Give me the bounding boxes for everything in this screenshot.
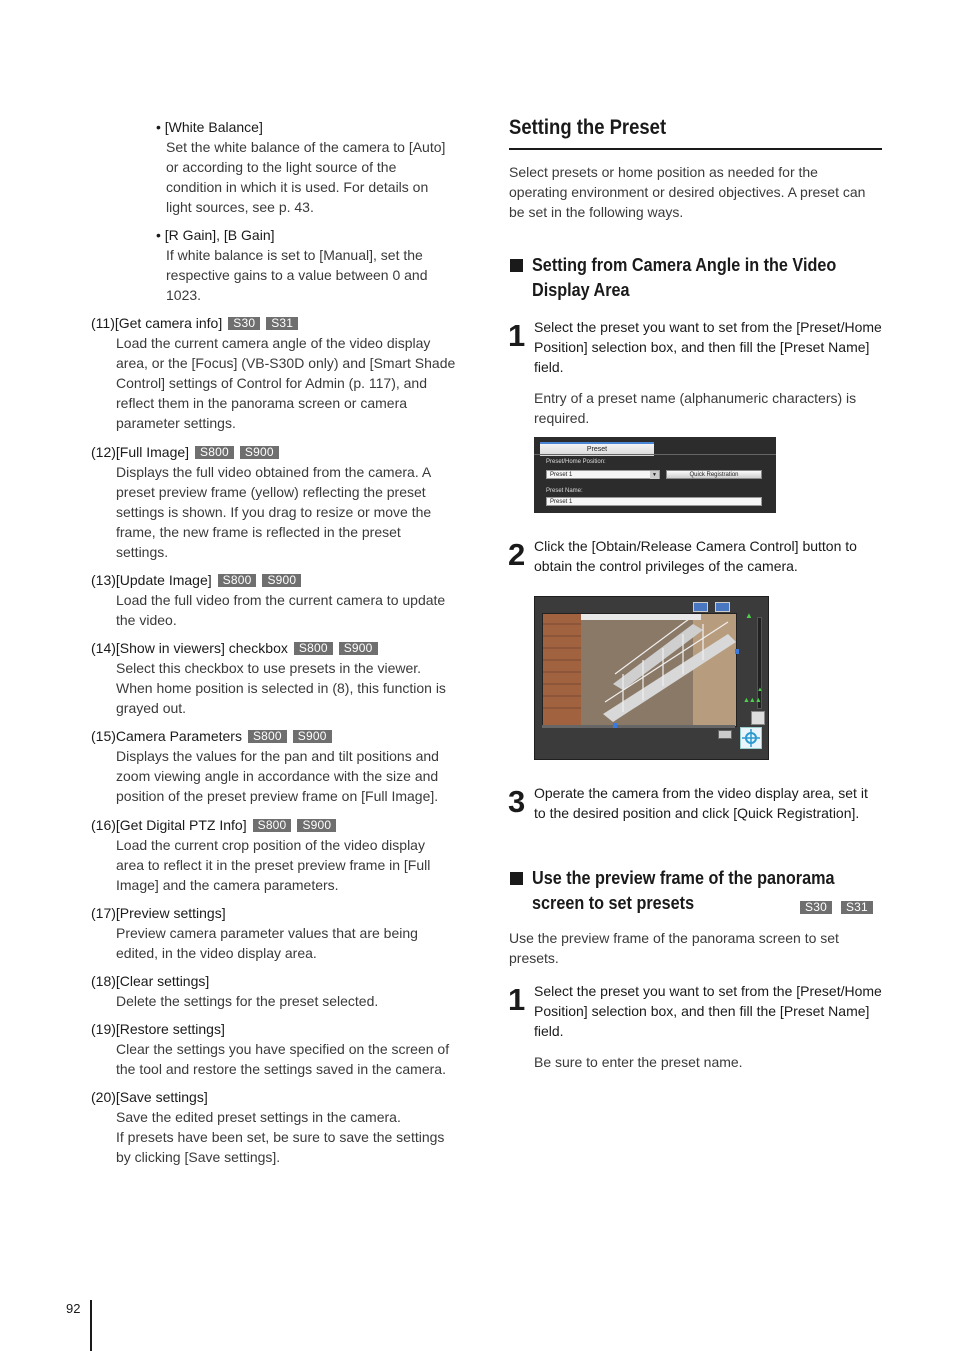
step-number: 3	[508, 784, 526, 819]
item-title: (16)[Get Digital PTZ Info]	[91, 817, 247, 833]
position-label: Preset/Home Position:	[546, 459, 606, 465]
heading-line: Display Area	[532, 280, 630, 300]
preset-name-field[interactable]: Preset 1	[546, 497, 762, 506]
step-2-text	[534, 536, 894, 576]
footer-rule	[90, 1300, 92, 1351]
crosshair-icon	[741, 728, 761, 748]
item-line: Clear the settings you have specified on the screen of	[116, 1041, 450, 1057]
camera-control-button[interactable]	[740, 727, 762, 749]
rb-gain-item	[156, 225, 466, 305]
section-2-step-1-note	[534, 1052, 894, 1072]
item-show-in-viewers	[91, 638, 471, 718]
model-badge: S30	[800, 901, 832, 914]
item-line: Image] and the camera parameters.	[116, 877, 339, 893]
section-2-step-1-text	[534, 981, 894, 1041]
item-line: area to reflect it in the preset preview frame in [Full	[116, 857, 431, 873]
model-badge: S800	[248, 730, 287, 743]
model-badge: S800	[253, 819, 292, 832]
item-line: Load the current camera angle of the video display	[116, 335, 431, 351]
model-badge: S900	[262, 574, 301, 587]
step-line: Position] selection box, and then fill the [Preset Name]	[534, 1003, 870, 1019]
model-badge: S900	[339, 642, 378, 655]
section-bullet	[510, 872, 523, 885]
heading-line: Use the preview frame of the panorama	[532, 868, 835, 888]
item-camera-parameters	[91, 726, 471, 806]
item-get-camera-info	[91, 313, 471, 433]
section-heading-camera-angle	[532, 253, 870, 303]
item-line: 1023.	[166, 287, 202, 303]
heading-line: Setting from Camera Angle in the Video	[532, 255, 837, 275]
item-line: zoom viewing angle in accordance with the size and	[116, 768, 439, 784]
item-title: (20)[Save settings]	[91, 1089, 208, 1105]
step-line: Select the preset you want to set from the [Preset/Home	[534, 983, 882, 999]
stairway-photo	[543, 614, 736, 726]
item-line: the video.	[116, 612, 177, 628]
item-line: respective gains to a value between 0 and	[166, 267, 428, 283]
item-line: Preview camera parameter values that are being	[116, 925, 418, 941]
item-line: or according to the light source of the	[166, 159, 397, 175]
item-title: (14)[Show in viewers] checkbox	[91, 640, 288, 656]
item-title: (18)[Clear settings]	[91, 973, 210, 989]
item-line: light sources, see p. 43.	[166, 199, 314, 215]
item-line: Load the full video from the current camera to update	[116, 592, 446, 608]
pan-slider-handle[interactable]	[613, 723, 617, 728]
step-line: to the desired position and click [Quick Registration].	[534, 805, 860, 821]
item-title: (17)[Preview settings]	[91, 905, 226, 921]
note-line: required.	[534, 410, 590, 426]
item-line: by clicking [Save settings].	[116, 1149, 281, 1165]
note-line: Entry of a preset name (alphanumeric characters) is	[534, 390, 857, 406]
title-rule	[509, 148, 882, 150]
snapshot-icon[interactable]	[718, 730, 732, 739]
step-line: field.	[534, 1023, 564, 1039]
item-line: Set the white balance of the camera to [Auto]	[166, 139, 446, 155]
heading-line: screen to set presets	[532, 893, 695, 913]
model-badge: S900	[297, 819, 336, 832]
model-badge: S900	[240, 446, 279, 459]
item-restore-settings	[91, 1019, 471, 1079]
section-bullet	[510, 259, 523, 272]
page-title: Setting the Preset	[509, 116, 667, 139]
item-line: the tool and restore the settings saved in the camera.	[116, 1061, 446, 1077]
item-title: (11)[Get camera info]	[91, 315, 223, 331]
tab-preset[interactable]: Preset	[540, 442, 654, 456]
page-number: 92	[66, 1301, 81, 1316]
item-line: area, or the [Focus] (VB-S30D only) and [Smart Shade	[116, 355, 456, 371]
step-line: field.	[534, 359, 564, 375]
video-frame[interactable]	[542, 613, 737, 727]
person-icon[interactable]	[751, 711, 765, 725]
position-select[interactable]	[546, 470, 660, 479]
step-1-note	[534, 388, 894, 428]
horizontal-scrollbar[interactable]	[542, 725, 735, 728]
item-line: settings.	[116, 544, 169, 560]
step-number: 2	[508, 537, 526, 572]
model-badge: S800	[294, 642, 333, 655]
section-2-intro	[509, 928, 889, 968]
model-badge: S30	[228, 317, 260, 330]
quick-registration-button[interactable]: Quick Registration	[666, 470, 762, 479]
item-title: • [White Balance]	[156, 119, 263, 135]
item-line: Save the edited preset settings in the camera.	[116, 1109, 401, 1125]
item-title: (15)Camera Parameters	[91, 728, 242, 744]
intro-line: be set in the following ways.	[509, 204, 684, 220]
white-balance-item	[156, 117, 466, 217]
item-line: preset preview frame (yellow) reflecting the preset	[116, 484, 426, 500]
zoom-slider[interactable]	[757, 617, 762, 709]
model-badge: S31	[841, 901, 873, 914]
model-badge: S800	[195, 446, 234, 459]
step-line: Operate the camera from the video display area, set it	[534, 785, 868, 801]
chevron-down-icon: ▼	[650, 471, 659, 479]
position-select-value: Preset 1	[550, 472, 573, 478]
item-title: (13)[Update Image]	[91, 572, 212, 588]
step-line: obtain the control privileges of the camera.	[534, 558, 798, 574]
intro-line: operating environment or desired objectives. A preset can	[509, 184, 866, 200]
intro-line: Use the preview frame of the panorama screen to set	[509, 930, 839, 946]
zoom-in-icon[interactable]: ▲	[745, 611, 753, 620]
item-title: (19)[Restore settings]	[91, 1021, 225, 1037]
control-icon[interactable]	[715, 602, 730, 612]
item-update-image	[91, 570, 471, 630]
item-line: Control] settings of Control for Admin (p. 117), and	[116, 375, 428, 391]
intro-paragraph	[509, 162, 889, 222]
video-display-screenshot	[534, 596, 769, 760]
model-badge: S800	[218, 574, 257, 587]
preset-panel-screenshot	[534, 437, 776, 513]
step-3-text	[534, 783, 894, 823]
item-save-settings	[91, 1087, 471, 1167]
item-line: grayed out.	[116, 700, 187, 716]
item-preview-settings	[91, 903, 471, 963]
intro-line: presets.	[509, 950, 559, 966]
item-line: edited, in the video display area.	[116, 945, 317, 961]
item-title: (12)[Full Image]	[91, 444, 190, 460]
step-number: 1	[508, 318, 526, 353]
item-title: • [R Gain], [B Gain]	[156, 227, 275, 243]
speed-icon[interactable]: ▲▲▲	[743, 697, 761, 704]
step-number: 1	[508, 982, 526, 1017]
item-line: If presets have been set, be sure to save the settings	[116, 1129, 445, 1145]
preset-name-label: Preset Name:	[546, 488, 583, 494]
item-get-digital-ptz-info	[91, 815, 471, 895]
item-line: settings is shown. If you drag to resize or move the	[116, 504, 432, 520]
item-line: Displays the values for the pan and tilt positions and	[116, 748, 439, 764]
intro-line: Select presets or home position as needed for the	[509, 164, 818, 180]
item-line: Displays the full video obtained from the camera. A	[116, 464, 432, 480]
model-badge: S31	[266, 317, 298, 330]
model-badge: S900	[293, 730, 332, 743]
section-badges	[794, 899, 873, 917]
item-line: reflect them in the panorama screen or camera	[116, 395, 408, 411]
item-clear-settings	[91, 971, 471, 1011]
item-line: Select this checkbox to use presets in the viewer.	[116, 660, 422, 676]
item-line: Load the current crop position of the video display	[116, 837, 425, 853]
note-line: Be sure to enter the preset name.	[534, 1054, 743, 1070]
item-full-image	[91, 442, 471, 562]
item-line: Delete the settings for the preset selected.	[116, 993, 379, 1009]
item-line: frame, the new frame is reflected in the preset	[116, 524, 401, 540]
item-line: position of the preset preview frame on [Full Image].	[116, 788, 439, 804]
step-line: Position] selection box, and then fill the [Preset Name]	[534, 339, 870, 355]
step-line: Click the [Obtain/Release Camera Control] button to	[534, 538, 857, 554]
item-line: parameter settings.	[116, 415, 236, 431]
item-line: When home position is selected in (8), this function is	[116, 680, 446, 696]
tilt-slider-handle[interactable]	[735, 649, 739, 654]
item-line: condition in which it is used. For details on	[166, 179, 429, 195]
step-1-text	[534, 317, 894, 377]
item-line: If white balance is set to [Manual], set the	[166, 247, 423, 263]
camera-icon[interactable]	[693, 602, 708, 612]
zoom-handle-icon[interactable]: ▲	[757, 687, 763, 693]
step-line: Select the preset you want to set from the [Preset/Home	[534, 319, 882, 335]
